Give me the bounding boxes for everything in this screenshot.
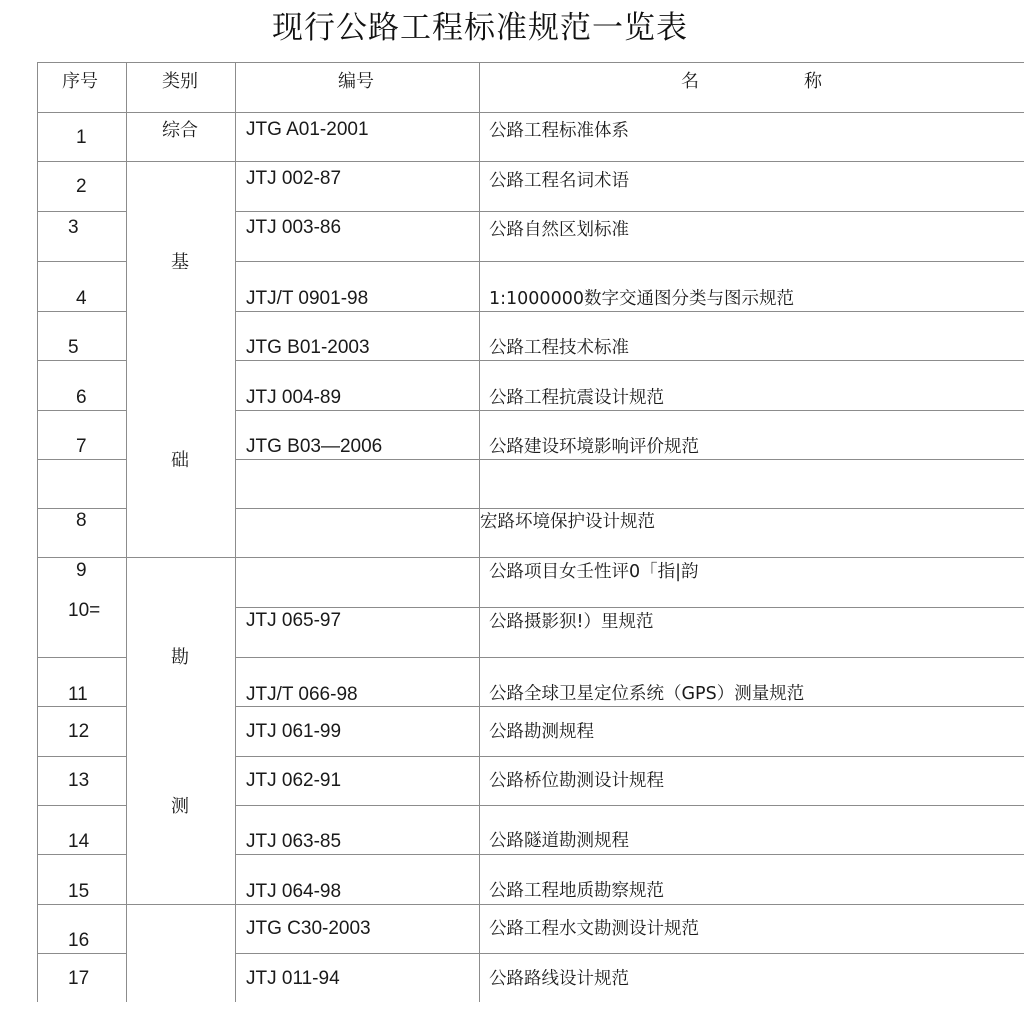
seq-divider — [37, 756, 126, 757]
row-code: JTJ 003-86 — [246, 217, 342, 238]
row-divider — [235, 459, 1024, 460]
header-category: 类别 — [162, 71, 198, 92]
row-code: JTJ/T 066-98 — [246, 684, 358, 705]
seq-divider — [37, 657, 126, 658]
row-seq: 8 — [76, 510, 87, 531]
row-divider — [235, 360, 1024, 361]
row-seq: 7 — [76, 436, 87, 457]
seq-divider — [37, 854, 126, 855]
row-name: 公路勘测规程 — [489, 722, 594, 742]
row-code: JTG C30-2003 — [246, 918, 371, 939]
seq-divider — [37, 410, 126, 411]
column-divider-seq — [126, 62, 127, 1002]
row-seq: 11 — [68, 684, 88, 705]
seq-divider — [37, 360, 126, 361]
seq-divider — [37, 211, 126, 212]
category-chu: 础 — [171, 450, 189, 471]
row-name: 公路工程水文勘测设计规范 — [489, 919, 699, 939]
header-name-b: 称 — [804, 71, 822, 92]
row-divider — [235, 657, 1024, 658]
row-divider-8 — [37, 557, 1024, 558]
row-divider — [235, 261, 1024, 262]
row-code: JTJ 011-94 — [246, 968, 340, 989]
row-seq: 3 — [68, 217, 79, 238]
header-seq: 序号 — [62, 71, 98, 92]
seq-divider — [37, 706, 126, 707]
row-divider-15 — [37, 904, 1024, 905]
row-divider — [235, 211, 1024, 212]
seq-divider — [37, 311, 126, 312]
row-code: JTJ 002-87 — [246, 168, 342, 189]
seq-divider — [37, 261, 126, 262]
row-code: JTJ/T 0901-98 — [246, 288, 369, 309]
category-zonghe: 综合 — [162, 120, 198, 141]
row-code: JTG A01-2001 — [246, 119, 369, 140]
row-seq: 6 — [76, 387, 87, 408]
row-seq: 2 — [76, 176, 87, 197]
category-kan: 勘 — [171, 647, 189, 668]
row-name: 公路项目女壬性评0「指|韵 — [489, 562, 699, 582]
row-code: JTJ 062-91 — [246, 770, 342, 791]
category-ji: 基 — [171, 252, 189, 273]
row-code: JTG B03—2006 — [246, 436, 383, 457]
row-seq: 17 — [68, 968, 90, 989]
row-seq: 4 — [76, 288, 87, 309]
seq-divider — [37, 508, 126, 509]
seq-divider — [37, 805, 126, 806]
row-divider — [235, 410, 1024, 411]
header-code: 编号 — [338, 71, 374, 92]
row-name: 公路工程抗震设计规范 — [489, 388, 664, 408]
row-seq: 14 — [68, 831, 90, 852]
row-code: JTJ 064-98 — [246, 881, 342, 902]
row-seq: 16 — [68, 930, 90, 951]
column-divider-code — [479, 62, 480, 1002]
row-seq: 15 — [68, 881, 90, 902]
row-seq: 9 — [76, 560, 87, 581]
table-border-top — [37, 62, 1024, 63]
row-name: 宏路坏境保护设计规范 — [480, 512, 655, 532]
row-name: 公路隧道勘测规程 — [489, 831, 629, 851]
row-divider — [235, 854, 1024, 855]
row-divider — [235, 805, 1024, 806]
row-divider-header — [37, 112, 1024, 113]
row-seq: 12 — [68, 721, 90, 742]
row-name: 公路自然区划标准 — [489, 220, 629, 240]
row-seq: 10= — [68, 600, 101, 621]
row-divider — [235, 953, 1024, 954]
row-code: JTJ 065-97 — [246, 610, 342, 631]
header-name-a: 名 — [681, 71, 699, 92]
row-name: 公路摄影狈!）里规范 — [489, 612, 654, 632]
row-code: JTG B01-2003 — [246, 337, 370, 358]
row-name: 公路全球卫星定位系统（GPS）测量规范 — [489, 684, 805, 704]
row-divider — [235, 756, 1024, 757]
table-border-left — [37, 62, 38, 1002]
category-ce: 测 — [171, 796, 189, 817]
row-divider — [235, 508, 1024, 509]
row-seq: 5 — [68, 337, 79, 358]
row-code: JTJ 061-99 — [246, 721, 342, 742]
row-divider-1 — [37, 161, 1024, 162]
row-seq: 1 — [76, 127, 87, 148]
row-name: 公路工程技术标准 — [489, 338, 629, 358]
row-name: 公路桥位勘测设计规程 — [489, 771, 664, 791]
row-code: JTJ 063-85 — [246, 831, 342, 852]
page-title: 现行公路工程标准规范一览表 — [272, 10, 688, 46]
row-divider — [235, 706, 1024, 707]
row-divider — [235, 607, 1024, 608]
seq-divider — [37, 459, 126, 460]
column-divider-category — [235, 62, 236, 1002]
row-name: 公路工程地质勘察规范 — [489, 881, 664, 901]
row-name: 公路工程标准体系 — [489, 121, 629, 141]
row-name: 公路工程名词术语 — [489, 171, 629, 191]
row-name: 公路建设环境影响评价规范 — [489, 437, 699, 457]
row-divider — [235, 311, 1024, 312]
row-seq: 13 — [68, 770, 90, 791]
row-name: 1:1000000数字交通图分类与图示规范 — [489, 289, 794, 309]
row-code: JTJ 004-89 — [246, 387, 342, 408]
row-name: 公路路线设计规范 — [489, 969, 629, 989]
seq-divider — [37, 953, 126, 954]
